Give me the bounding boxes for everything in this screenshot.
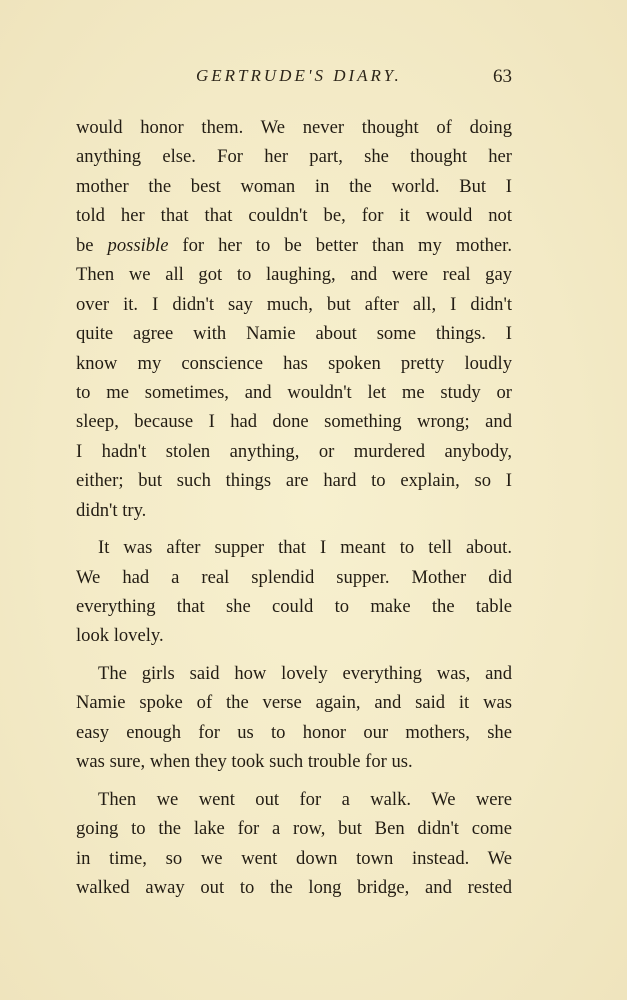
paragraph — [76, 659, 512, 777]
text-line: Namie spoke of the verse again, and said it was — [76, 692, 512, 714]
text-line: easy enough for us to honor our mothers, she — [76, 721, 512, 743]
text-line: would honor them. We never thought of doing — [76, 117, 512, 138]
text-line: didn't try. — [76, 499, 147, 521]
paragraph — [76, 113, 512, 525]
page-header — [76, 66, 512, 94]
text-line: in time, so we went down town instead. We — [76, 847, 512, 869]
text-line: Then we went out for a walk. We were — [98, 788, 512, 810]
italic-emphasis: possible — [107, 234, 169, 256]
text-line: The girls said how lovely everything was, and — [98, 662, 512, 684]
text-line — [76, 231, 512, 260]
text-line: Then we all got to laughing, and were real gay — [76, 264, 512, 286]
text-line: quite agree with Namie about some things. I — [76, 323, 512, 345]
text-line: mother the best woman in the world. But I — [76, 175, 512, 197]
text-segment: be — [76, 234, 108, 256]
text-line: look lovely. — [76, 625, 164, 647]
text-segment: for her to be better than my mother. — [168, 234, 512, 256]
text-line: sleep, because I had done something wrong; and — [76, 411, 512, 433]
page-number: 63 — [493, 66, 512, 87]
text-line: to me sometimes, and wouldn't let me study or — [76, 381, 512, 403]
paragraph — [76, 533, 512, 651]
text-line: know my conscience has spoken pretty loudly — [76, 352, 512, 374]
body-text — [76, 113, 512, 902]
text-line: told her that that couldn't be, for it would not — [76, 205, 512, 227]
text-line: going to the lake for a row, but Ben didn't come — [76, 818, 512, 840]
text-line: walked away out to the long bridge, and rested — [76, 876, 512, 898]
text-line: anything else. For her part, she thought her — [76, 146, 512, 168]
paragraph — [76, 785, 512, 903]
text-line: I hadn't stolen anything, or murdered anybody, — [76, 440, 512, 462]
text-line: either; but such things are hard to explain, so I — [76, 470, 512, 492]
text-line: It was after supper that I meant to tell about. — [98, 537, 512, 559]
text-line: over it. I didn't say much, but after all, I didn't — [76, 293, 512, 315]
text-line: was sure, when they took such trouble for us. — [76, 751, 413, 773]
running-title: GERTRUDE'S DIARY. — [196, 66, 402, 85]
text-line: everything that she could to make the table — [76, 596, 512, 617]
text-line: We had a real splendid supper. Mother did — [76, 566, 512, 588]
